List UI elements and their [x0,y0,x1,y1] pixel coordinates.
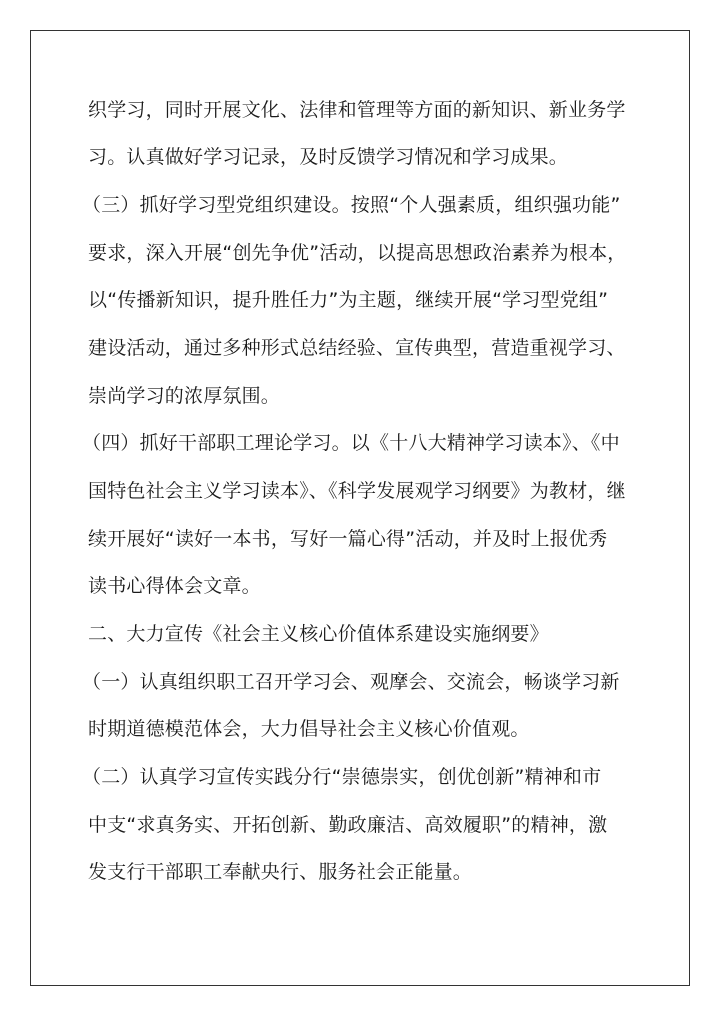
text-line: 要求，深入开展“创先争优”活动，以提高思想政治素养为根本， [88,242,627,264]
text-line: 续开展好“读好一本书，写好一篇心得”活动，并及时上报优秀 [88,528,608,550]
text-line: 发支行干部职工奉献央行、服务社会正能量。 [88,861,473,883]
section-heading-4: （四）抓好干部职工理论学习。以《十八大精神学习读本》、《中 [82,432,620,454]
text-line: 以“传播新知识，提升胜任力”为主题，继续开展“学习型党组” [88,289,609,311]
section-heading-1: （一）认真组织职工召开学习会、观摩会、交流会，畅谈学习新 [82,671,620,693]
text-line: 织学习，同时开展文化、法律和管理等方面的新知识、新业务学 [88,99,626,121]
text-line: 中支“求真务实、开拓创新、勤政廉洁、高效履职”的精神，激 [88,814,608,836]
section-heading-3: （三）抓好学习型党组织建设。按照“个人强素质，组织强功能” [82,194,621,216]
chapter-heading-2: 二、大力宣传《社会主义核心价值体系建设实施纲要》 [88,623,549,645]
page-border [30,30,690,986]
text-line: 建设活动，通过多种形式总结经验、宣传典型，营造重视学习、 [88,337,626,359]
section-heading-2: （二）认真学习宣传实践分行“崇德崇实，创优创新”精神和市 [82,766,602,788]
text-line: 崇尚学习的浓厚氛围。 [88,385,281,407]
text-line: 习。认真做好学习记录，及时反馈学习情况和学习成果。 [88,146,569,168]
text-line: 读书心得体会文章。 [88,575,261,597]
text-line: 时期道德模范体会，大力倡导社会主义核心价值观。 [88,718,530,740]
text-line: 国特色社会主义学习读本》、《科学发展观学习纲要》为教材，继 [88,480,626,502]
